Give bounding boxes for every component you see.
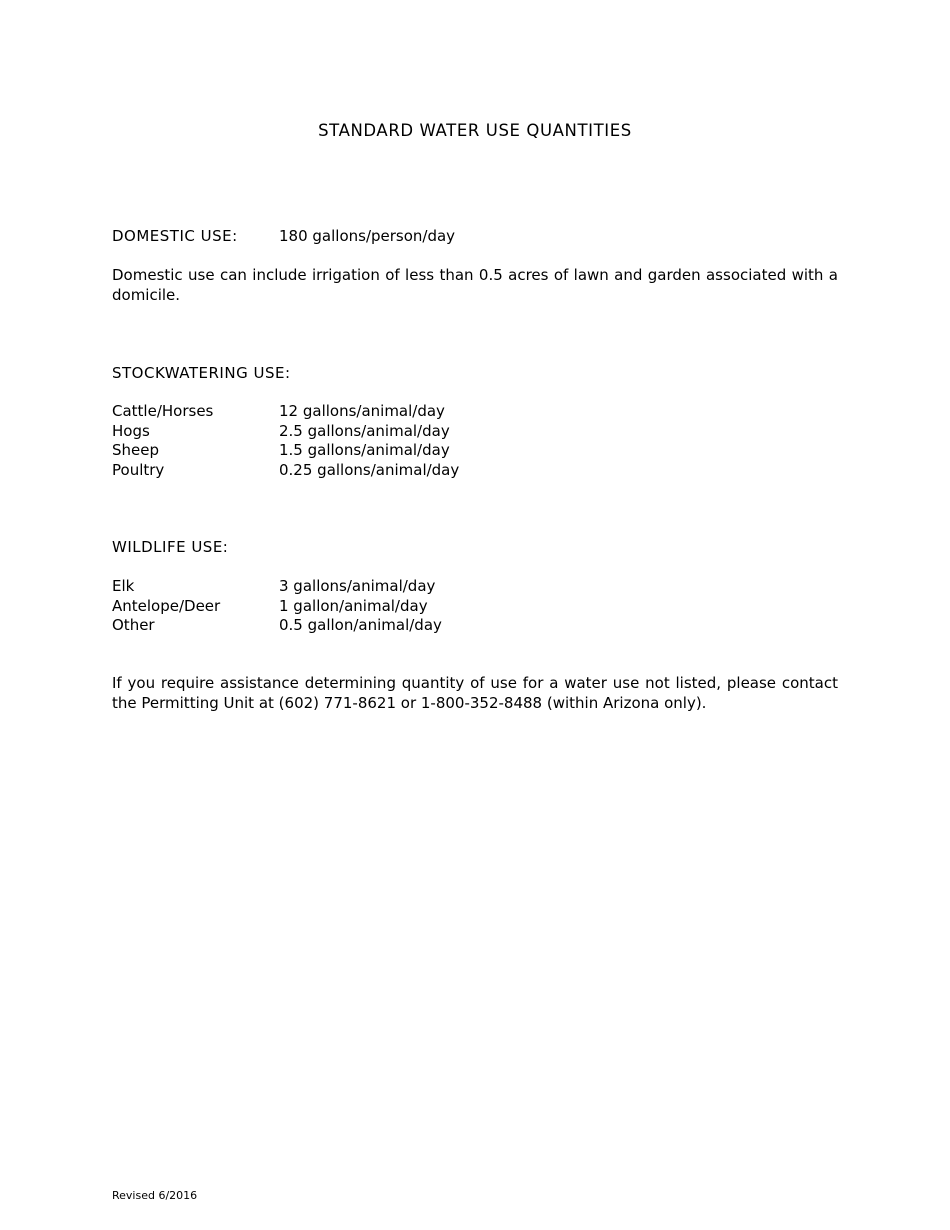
stockwatering-row-hogs	[112, 422, 612, 442]
stockwatering-row-cattle	[112, 402, 612, 422]
row-value: 1.5 gallons/animal/day	[279, 441, 450, 459]
row-label: Elk	[112, 577, 135, 595]
row-label: Hogs	[112, 421, 150, 440]
stockwatering-row-sheep	[112, 441, 612, 461]
stockwatering-row-poultry	[112, 461, 612, 481]
row-value: 12 gallons/animal/day	[279, 402, 445, 420]
wildlife-row-other	[112, 616, 612, 636]
row-value: 2.5 gallons/animal/day	[279, 421, 450, 440]
row-value: 0.5 gallon/animal/day	[279, 616, 442, 634]
domestic-use-note: Domestic use can include irrigation of less than 0.5 acres of lawn and garden associated with a domicile.	[112, 266, 838, 304]
domestic-use-value: 180 gallons/person/day	[279, 227, 456, 245]
stockwatering-table	[112, 402, 612, 480]
wildlife-table	[112, 577, 612, 636]
row-label: Other	[112, 616, 155, 634]
document-title: STANDARD WATER USE QUANTITIES	[318, 121, 632, 140]
row-value: 1 gallon/animal/day	[279, 596, 428, 615]
contact-note: If you require assistance determining quantity of use for a water use not listed, please contact the Permitting Unit at (602) 771-8621 or 1-800-352-8488 (within Arizona only).	[112, 674, 838, 712]
row-label: Sheep	[112, 441, 160, 459]
stockwatering-use-heading: STOCKWATERING USE:	[112, 364, 291, 382]
domestic-use-heading: DOMESTIC USE:	[112, 227, 238, 245]
wildlife-row-elk	[112, 577, 612, 597]
row-value: 0.25 gallons/animal/day	[279, 460, 460, 479]
revision-footer: Revised 6/2016	[112, 1189, 198, 1202]
row-label: Antelope/Deer	[112, 596, 221, 615]
row-value: 3 gallons/animal/day	[279, 577, 436, 595]
wildlife-row-antelope-deer	[112, 597, 612, 617]
row-label: Cattle/Horses	[112, 402, 214, 420]
wildlife-use-heading: WILDLIFE USE:	[112, 538, 229, 556]
row-label: Poultry	[112, 460, 165, 479]
